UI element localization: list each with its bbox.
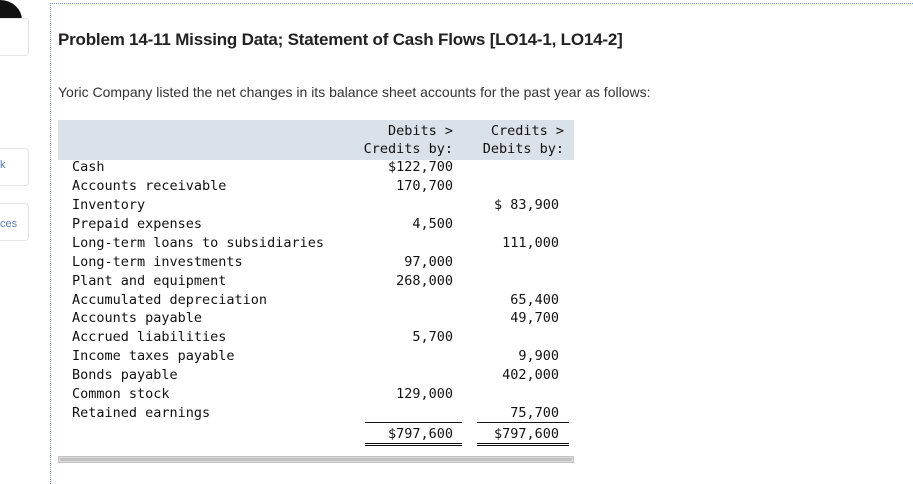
sidebar-tile[interactable] <box>0 18 29 56</box>
credit-sum-rule <box>477 422 569 423</box>
debits-column-header <box>364 122 453 158</box>
table-row <box>58 234 574 253</box>
account-name: Accounts receivable <box>72 178 227 194</box>
problem-intro: Yoric Company listed the net changes in its balance sheet accounts for the past year as follows: <box>58 84 651 100</box>
table-row <box>58 272 574 291</box>
table-row <box>58 253 574 272</box>
account-name: Accumulated depreciation <box>72 292 268 308</box>
debit-amount: 170,700 <box>396 178 453 194</box>
credit-total: $797,600 <box>493 426 559 442</box>
table-row <box>58 366 574 385</box>
table-row <box>58 215 574 234</box>
credits-header-line2: Debits by: <box>482 141 564 157</box>
account-name: Inventory <box>72 197 146 213</box>
table-row <box>58 177 574 196</box>
credit-amount: 402,000 <box>502 367 559 383</box>
table-row <box>58 328 574 347</box>
account-name: Plant and equipment <box>72 273 227 289</box>
totals-row <box>58 425 574 444</box>
sidebar-link-fragment[interactable]: ces <box>0 218 18 230</box>
table-row <box>58 291 574 310</box>
debit-amount: 97,000 <box>404 254 453 270</box>
table-row <box>58 404 574 423</box>
debit-amount: 268,000 <box>396 273 453 289</box>
account-name: Accounts payable <box>72 310 203 326</box>
debit-sum-rule <box>365 422 462 423</box>
content-frame-top-border <box>50 3 913 4</box>
table-row <box>58 196 574 215</box>
table-row <box>58 347 574 366</box>
account-name: Common stock <box>72 386 170 402</box>
credit-amount: 111,000 <box>502 235 559 251</box>
credit-amount: 65,400 <box>510 292 559 308</box>
credit-amount: $ 83,900 <box>493 197 559 213</box>
account-name: Bonds payable <box>72 367 178 383</box>
credit-amount: 49,700 <box>510 310 559 326</box>
debit-amount: 4,500 <box>412 216 453 232</box>
debit-total-double-rule <box>365 443 462 446</box>
account-name: Income taxes payable <box>72 348 235 364</box>
sidebar-link-fragment[interactable]: k <box>0 159 6 171</box>
table-row <box>58 158 574 177</box>
credits-header-line1: Credits > <box>490 123 564 139</box>
credit-total-double-rule <box>477 443 569 446</box>
credit-amount: 9,900 <box>518 348 559 364</box>
content-frame-left-border <box>50 3 51 484</box>
table-row <box>58 385 574 404</box>
table-horizontal-scrollbar[interactable] <box>58 456 574 463</box>
debits-header-line2: Credits by: <box>363 141 453 157</box>
credit-amount: 75,700 <box>510 405 559 421</box>
problem-title: Problem 14-11 Missing Data; Statement of Cash Flows [LO14-1, LO14-2] <box>58 30 623 49</box>
account-name: Prepaid expenses <box>72 216 203 232</box>
debit-amount: $122,700 <box>387 159 453 175</box>
account-name: Accrued liabilities <box>72 329 227 345</box>
account-name: Cash <box>72 159 105 175</box>
table-row <box>58 309 574 328</box>
scrollbar-thumb[interactable] <box>60 458 572 461</box>
account-name: Long-term investments <box>72 254 243 270</box>
debits-header-line1: Debits > <box>387 123 453 139</box>
credits-column-header <box>483 122 564 158</box>
debit-amount: 5,700 <box>412 329 453 345</box>
debit-total: $797,600 <box>387 426 453 442</box>
debit-amount: 129,000 <box>396 386 453 402</box>
account-name: Long-term loans to subsidiaries <box>72 235 324 251</box>
balance-changes-table <box>58 120 574 456</box>
account-name: Retained earnings <box>72 405 211 421</box>
